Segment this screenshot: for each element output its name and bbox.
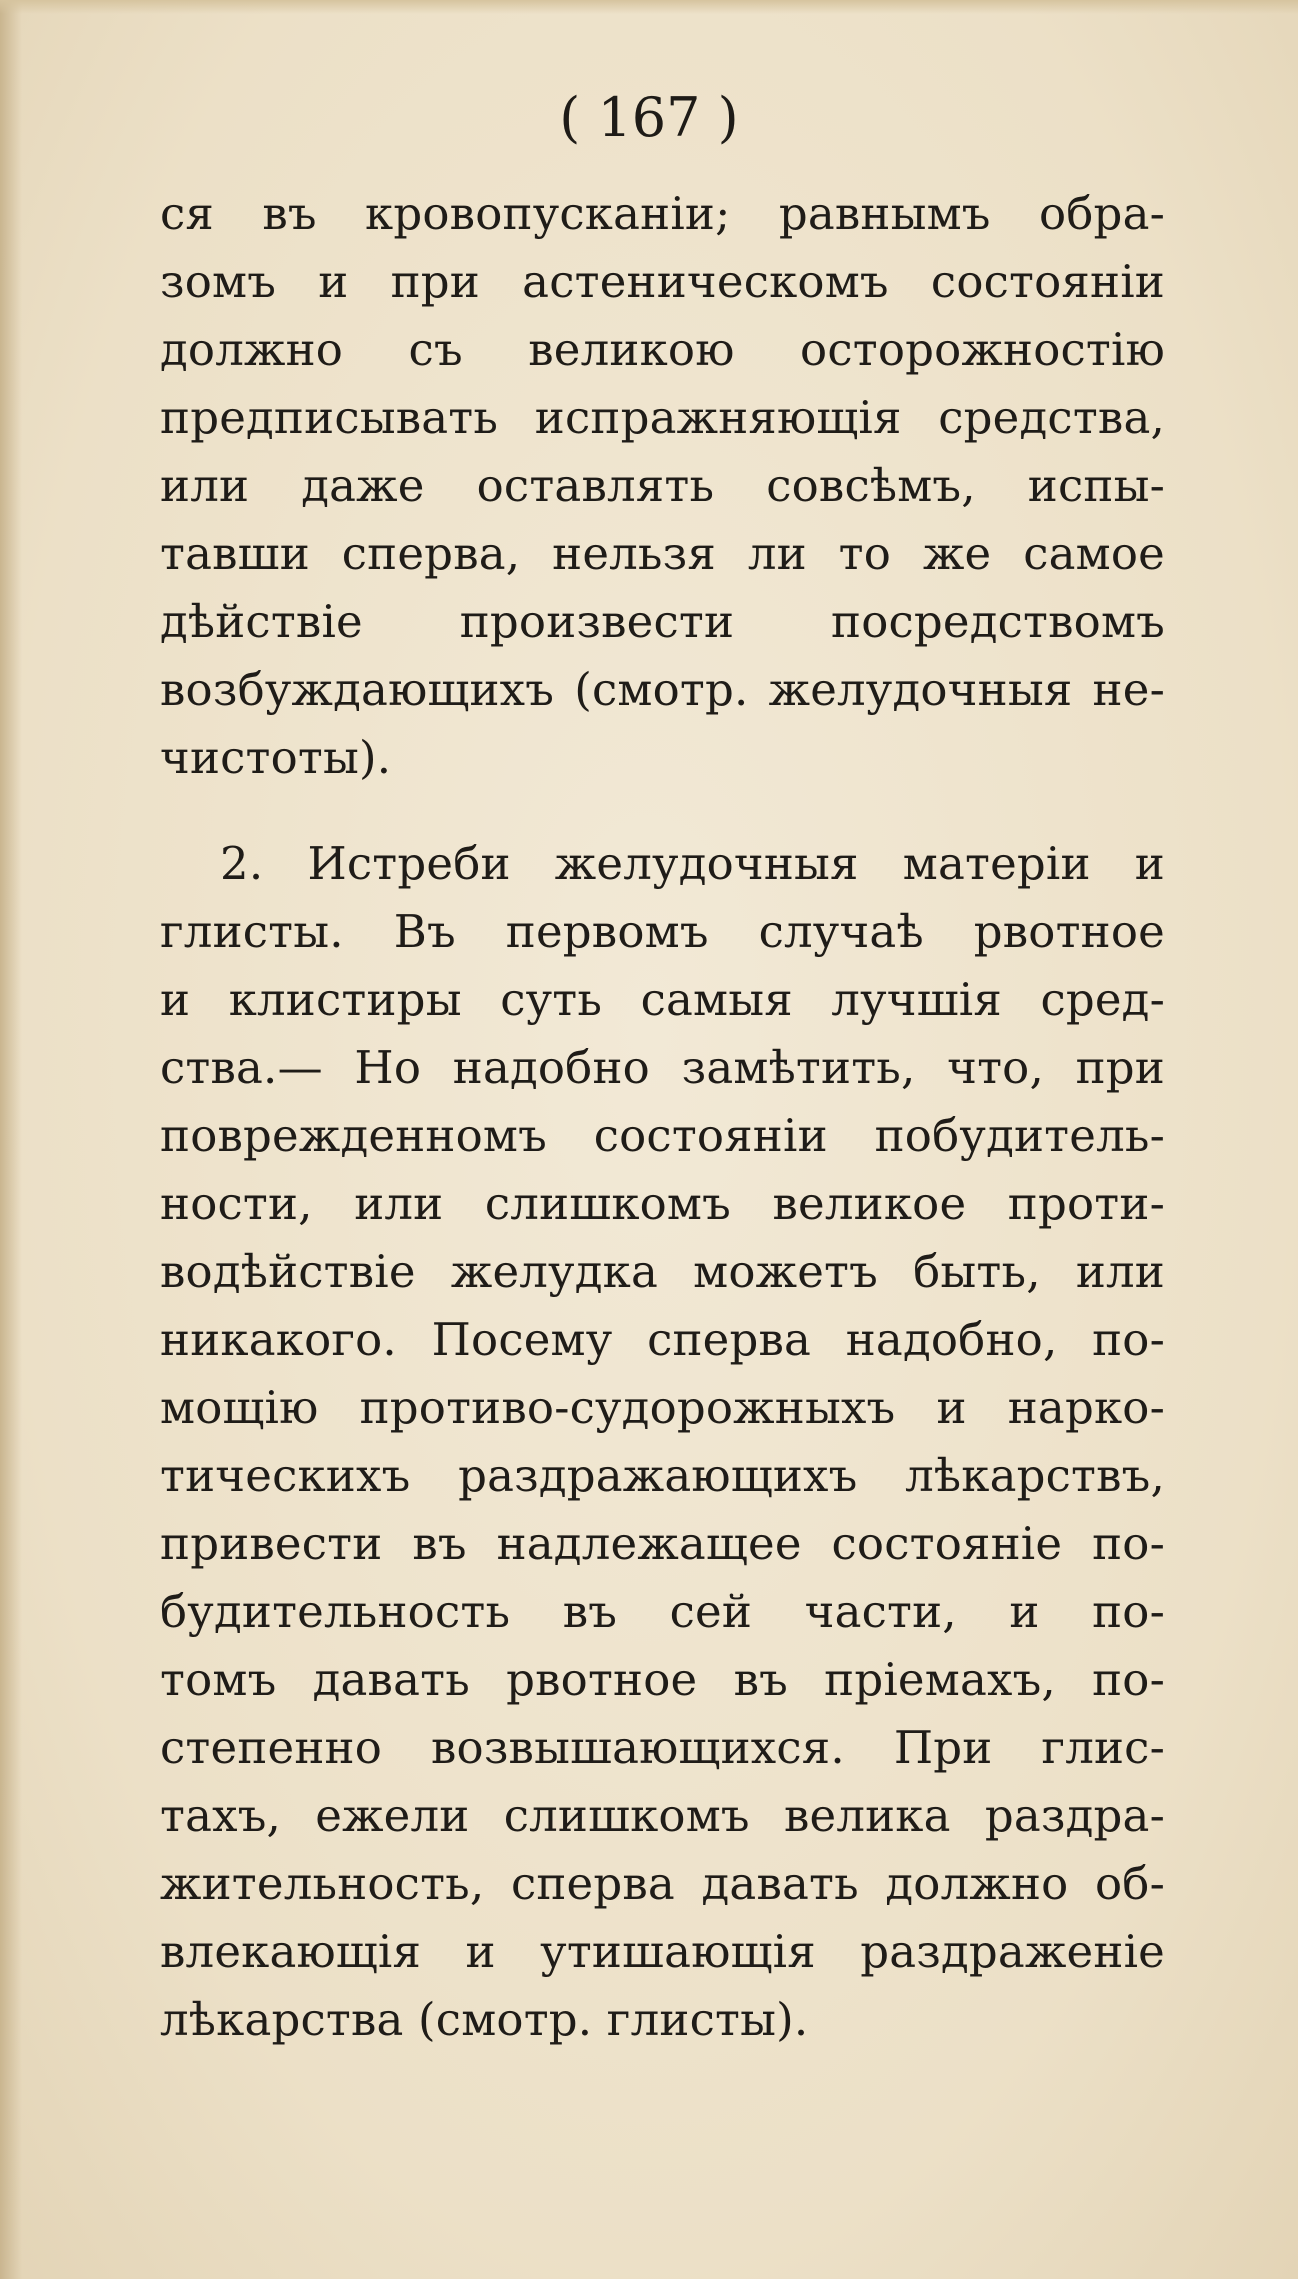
text-line: мощію противо-судорожныхъ и нарко- [160,1381,1165,1434]
page-top-shadow [0,0,1298,14]
text-line: ства.— Но надобно замѣтить, что, при [160,1041,1165,1094]
text-line: поврежденномъ состояніи побудитель- [160,1109,1165,1162]
page-edge-shadow [0,0,22,2279]
text-line: должно съ великою осторожностію [160,323,1165,376]
text-line: никакого. Посему сперва надобно, по- [160,1313,1165,1366]
text-line: тахъ, ежели слишкомъ велика раздра- [160,1789,1165,1842]
page-number: ( 167 ) [559,86,739,149]
text-line: томъ давать рвотное въ пріемахъ, по- [160,1653,1165,1706]
text-line: возбуждающихъ (смотр. желудочныя не- [160,663,1165,716]
text-line: дѣйствіе произвести посредствомъ [160,595,1165,648]
text-line: тическихъ раздражающихъ лѣкарствъ, [160,1449,1165,1502]
body-text [160,180,1165,2054]
text-line: предписывать испражняющія средства, [160,391,1165,444]
paragraph-2 [160,830,1165,2054]
text-line: влекающія и утишающія раздраженіе [160,1925,1165,1978]
text-line: степенно возвышающихся. При глис- [160,1721,1165,1774]
text-line: водѣйствіе желудка можетъ быть, или [160,1245,1165,1298]
paragraph-gap [160,792,1165,830]
text-line: будительность въ сей части, и по- [160,1585,1165,1638]
paragraph-1 [160,180,1165,792]
text-line: или даже оставлять совсѣмъ, испы- [160,459,1165,512]
text-line: ся въ кровопусканіи; равнымъ обра- [160,187,1165,240]
text-line: чистоты). [160,731,392,784]
text-line: жительность, сперва давать должно об- [160,1857,1165,1910]
text-line: глисты. Въ первомъ случаѣ рвотное [160,905,1165,958]
text-line: 2. Истреби желудочныя матеріи и [220,837,1165,890]
text-line: ности, или слишкомъ великое проти- [160,1177,1165,1230]
text-line: тавши сперва, нельзя ли то же самое [160,527,1165,580]
text-line: привести въ надлежащее состояніе по- [160,1517,1165,1570]
text-line: и клистиры суть самыя лучшія сред- [160,973,1165,1026]
text-line: лѣкарства (смотр. глисты). [160,1993,809,2046]
text-line: зомъ и при астеническомъ состояніи [160,255,1165,308]
